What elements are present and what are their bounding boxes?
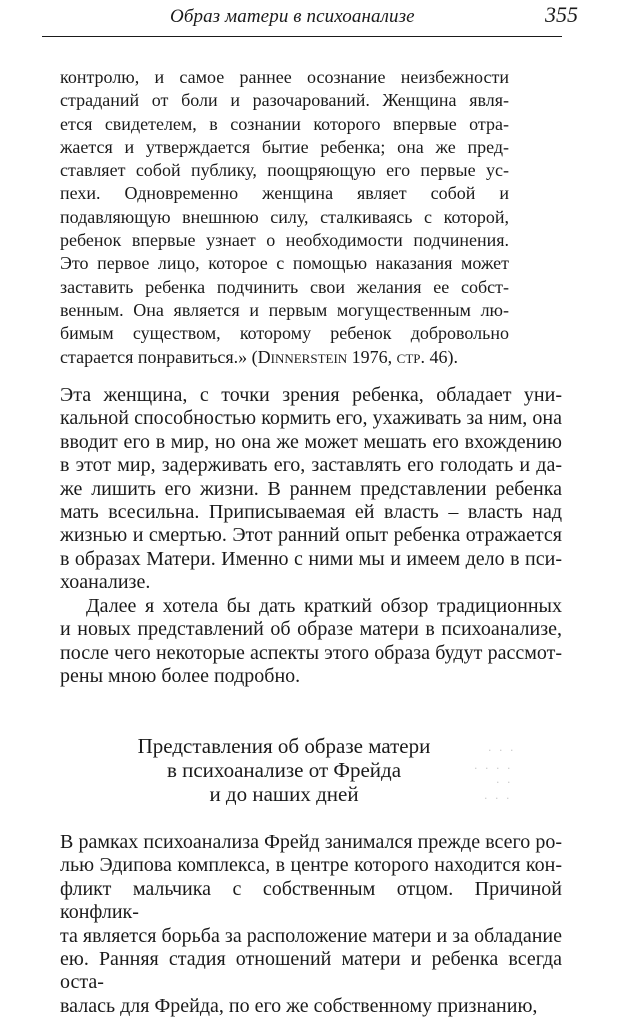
text-line: и новых представлений об образе матери в психоанализе, (60, 618, 562, 641)
text-line: фликт мальчика с собственным отцом. Причиной конфлик- (60, 877, 562, 924)
text-line: же лишить его жизни. В раннем представлении ребенка (60, 477, 562, 500)
text-line: рены мною более подробно. (60, 665, 301, 688)
section-heading (60, 734, 508, 806)
quote-line: заставить ребенка подчинить свои желания ее собст- (60, 276, 509, 297)
text-line: хоанализе. (60, 571, 151, 594)
running-title: Образ матери в психоанализе (170, 6, 415, 27)
paragraph (60, 831, 562, 1018)
text-line: вводит его в мир, но она же может мешать его вхождению (60, 430, 562, 453)
text-line: после чего некоторые аспекты этого образа будут рассмот- (60, 641, 562, 664)
text-line: лью Эдипова комплекса, в центре которого находится кон- (60, 854, 562, 877)
scan-noise: · · · (488, 744, 516, 757)
quote-line: бимым существом, которому ребенок добровольно (60, 323, 509, 344)
scan-noise: · · (496, 776, 513, 789)
quote-source: (Dinnerstein 1976, стр. 46). (251, 346, 459, 367)
paragraph (60, 595, 562, 689)
quote-last-line (60, 346, 509, 369)
scan-noise: · · · (484, 792, 512, 805)
quote-line: старается понравиться.» (60, 346, 252, 367)
text-line: жизнью и смертью. Этот ранний опыт ребенка отражается (60, 524, 562, 547)
text-line: мать всесильна. Приписываемая ей власть – власть над (60, 501, 562, 524)
quote-line: подавляющую внешнюю силу, сталкиваясь с которой, (60, 206, 509, 227)
heading-line: Представления об образе матери (137, 734, 431, 758)
quote-line: ребенок впервые узнает о необходимости подчинения. (60, 230, 509, 251)
header-rule (42, 36, 562, 37)
running-header (40, 0, 580, 36)
quote-line: контролю, и самое раннее осознание неизбежности (60, 67, 509, 87)
text-line: в этот мир, задерживать его, заставлять его голодать и да- (60, 454, 562, 477)
text-line: ею. Ранняя стадия отношений матери и ребенка всегда оста- (60, 948, 562, 994)
text-line: кальной способностью кормить его, ухаживать за ним, она (60, 407, 562, 430)
quote-line: ставляет собой публику, поощряющую его первые ус- (60, 160, 509, 181)
quote-line: ется свидетелем, в сознании которого впервые отра- (60, 113, 509, 134)
page-number: 355 (545, 2, 578, 27)
quote-line: жается и утверждается бытие ребенка; она же пред- (60, 136, 509, 157)
text-line: в образах Матери. Именно с ними мы и имеем дело в пси- (60, 547, 562, 570)
text-line: Эта женщина, с точки зрения ребенка, обладает уни- (60, 384, 562, 406)
quote-line: страданий от боли и разочарований. Женщина явля- (60, 90, 509, 111)
quote-line: венным. Она является и первым могущественным лю- (60, 299, 509, 320)
heading-line: в психоанализе от Фрейда (166, 758, 402, 782)
text-line: та является борьба за расположение матери и за обладание (60, 924, 562, 947)
heading-line: и до наших дней (209, 782, 359, 806)
paragraph (60, 384, 562, 595)
block-quote (60, 66, 509, 369)
text-line: В рамках психоанализа Фрейд занимался прежде всего ро- (60, 831, 562, 853)
text-line: Далее я хотела бы дать краткий обзор традиционных (86, 595, 562, 617)
quote-line: пехи. Одновременно женщина являет собой и (60, 183, 509, 204)
text-line: валась для Фрейда, по его же собственному признанию, (60, 994, 538, 1017)
quote-line: Это первое лицо, которое с помощью наказания может (60, 253, 509, 274)
scan-noise: · · · · (474, 762, 513, 775)
